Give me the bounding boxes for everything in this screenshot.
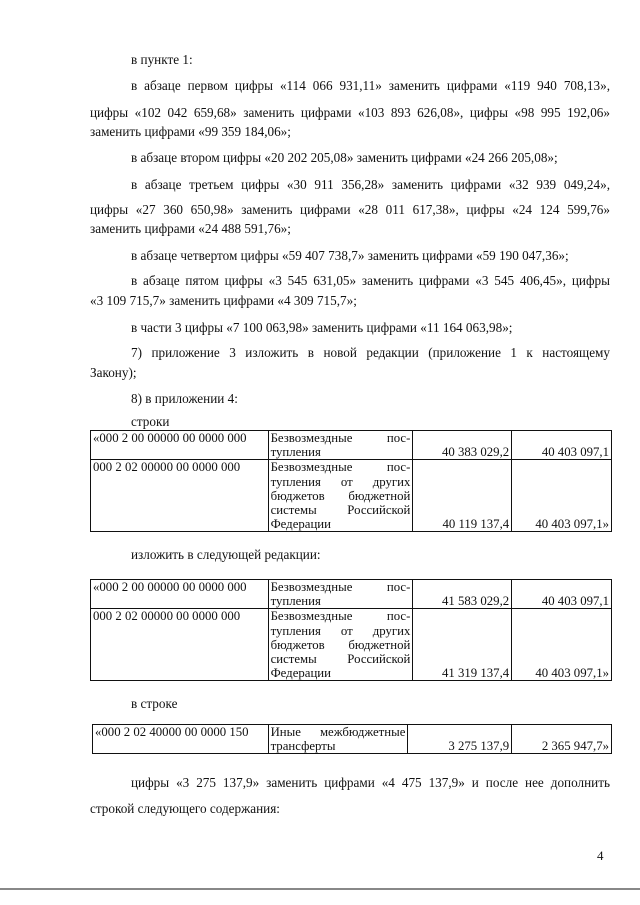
value-cell: 40 383 029,2	[413, 431, 512, 460]
value-cell: 41 583 029,2	[413, 580, 512, 609]
text-line: в абзаце четвертом цифры «59 407 738,7» заменить цифрами «59 190 047,36»;	[131, 248, 569, 263]
table-row	[91, 609, 612, 681]
value-cell: 40 403 097,1»	[512, 460, 612, 532]
text-line: в абзаце третьем цифры «30 911 356,28» заменить цифрами «32 939 049,24»,	[131, 177, 610, 192]
desc-line: Безвозмездные пос-	[270, 609, 411, 624]
desc-line: бюджетов бюджетной	[270, 637, 411, 652]
value-cell: 41 319 137,4	[413, 609, 512, 681]
desc-cell	[268, 609, 413, 681]
table-single-row	[92, 724, 612, 754]
text-line: заменить цифрами «24 488 591,76»;	[90, 221, 291, 236]
desc-line: Федерации	[270, 517, 331, 532]
text-line: в абзаце втором цифры «20 202 205,08» заменить цифрами «24 266 205,08»;	[131, 150, 558, 165]
desc-line: Безвозмездные пос-	[270, 431, 411, 445]
desc-line: трансферты	[270, 739, 336, 754]
value-cell: 40 403 097,1»	[512, 609, 612, 681]
text-line: в строке	[131, 696, 178, 711]
table-row	[91, 580, 612, 609]
desc-line: системы Российской	[270, 652, 411, 667]
desc-line: Безвозмездные пос-	[270, 460, 411, 475]
table-row	[93, 725, 612, 754]
desc-line: Безвозмездные пос-	[270, 580, 411, 594]
text-line: строки	[131, 414, 170, 429]
code-cell: 000 2 02 00000 00 0000 000	[91, 460, 269, 532]
value-cell: 40 403 097,1	[512, 431, 612, 460]
value-cell: 40 403 097,1	[512, 580, 612, 609]
text-line: в пункте 1:	[131, 52, 193, 67]
text-line: 7) приложение 3 изложить в новой редакции (приложение 1 к настоящему	[131, 345, 610, 360]
text-line: изложить в следующей редакции:	[131, 547, 321, 562]
text-line: строкой следующего содержания:	[90, 801, 280, 816]
desc-line: Федерации	[270, 666, 331, 681]
text-line: заменить цифрами «99 359 184,06»;	[90, 124, 291, 139]
table-row	[91, 460, 612, 532]
desc-cell	[268, 431, 413, 460]
table-old-rows	[90, 430, 612, 532]
text-line: в абзаце пятом цифры «3 545 631,05» заменить цифрами «3 545 406,45», цифры	[131, 273, 610, 288]
text-line: 8) в приложении 4:	[131, 391, 238, 406]
desc-line: тупления от других	[270, 623, 411, 638]
desc-cell	[268, 580, 413, 609]
text-line: в части 3 цифры «7 100 063,98» заменить цифрами «11 164 063,98»;	[131, 320, 513, 335]
code-cell: «000 2 02 40000 00 0000 150	[93, 725, 269, 754]
desc-cell	[268, 725, 408, 754]
desc-line: Иные межбюджетные	[270, 725, 406, 739]
text-line: в абзаце первом цифры «114 066 931,11» заменить цифрами «119 940 708,13»,	[131, 78, 610, 93]
text-line: цифры «27 360 650,98» заменить цифрами «28 011 617,38», цифры «24 124 599,76»	[90, 202, 610, 217]
value-cell: 40 119 137,4	[413, 460, 512, 532]
table-new-rows	[90, 579, 612, 681]
text-line: Закону);	[90, 365, 137, 380]
page-number: 4	[597, 848, 604, 863]
desc-line: системы Российской	[270, 503, 411, 518]
desc-line: тупления	[270, 594, 321, 609]
bottom-rule	[0, 888, 640, 890]
value-cell: 2 365 947,7»	[512, 725, 612, 754]
value-cell: 3 275 137,9	[408, 725, 512, 754]
code-cell: «000 2 00 00000 00 0000 000	[91, 580, 269, 609]
text-line: цифры «102 042 659,68» заменить цифрами «103 893 626,08», цифры «98 995 192,06»	[90, 105, 610, 120]
text-line: цифры «3 275 137,9» заменить цифрами «4 475 137,9» и после нее дополнить	[131, 775, 610, 790]
desc-cell	[268, 460, 413, 532]
desc-line: бюджетов бюджетной	[270, 488, 411, 503]
code-cell: 000 2 02 00000 00 0000 000	[91, 609, 269, 681]
desc-line: тупления от других	[270, 474, 411, 489]
desc-line: тупления	[270, 445, 321, 460]
table-row	[91, 431, 612, 460]
text-line: «3 109 715,7» заменить цифрами «4 309 715,7»;	[90, 293, 357, 308]
code-cell: «000 2 00 00000 00 0000 000	[91, 431, 269, 460]
